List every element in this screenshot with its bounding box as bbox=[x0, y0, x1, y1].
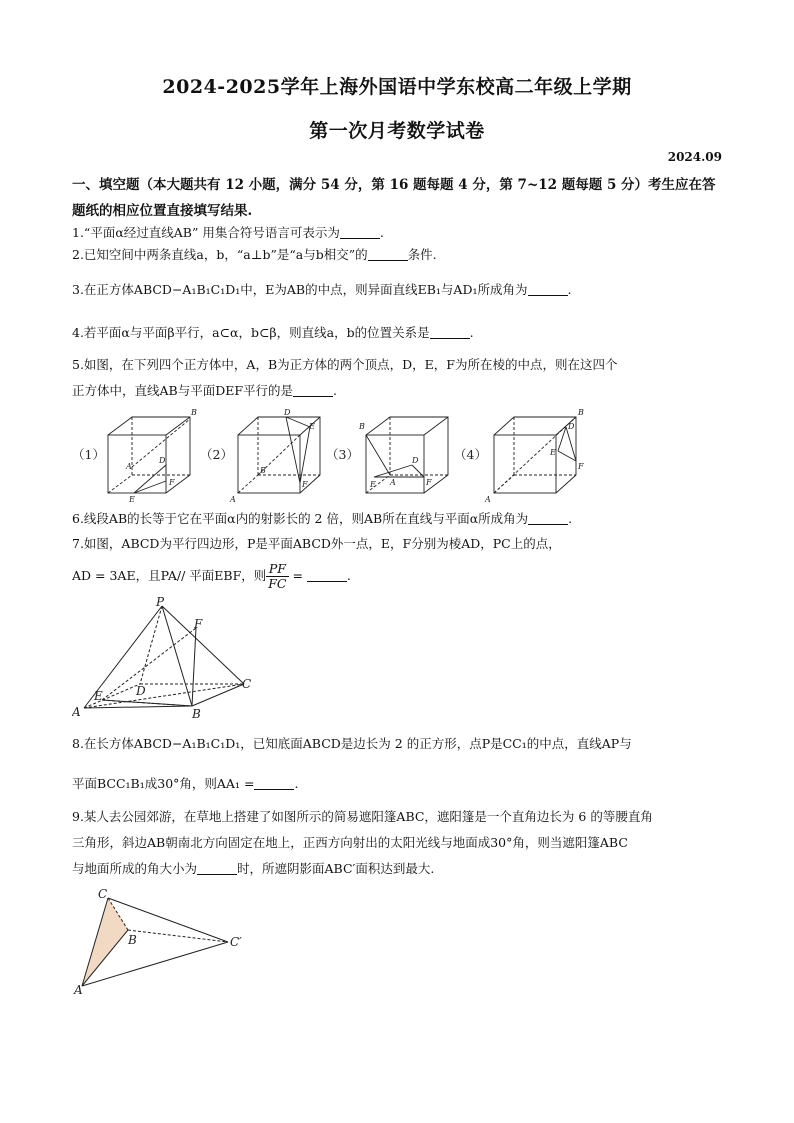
answer-blank bbox=[528, 510, 568, 525]
fraction-pf-fc bbox=[266, 562, 288, 591]
vertex-c-label: C bbox=[98, 887, 108, 901]
cube-1-vertex-d: D bbox=[159, 456, 166, 465]
cube-1 bbox=[108, 417, 190, 493]
cube-4-vertex-f: F bbox=[578, 462, 584, 471]
answer-blank bbox=[528, 281, 568, 296]
vertex-c-label: C bbox=[242, 677, 252, 691]
cube-3-label: （3） bbox=[326, 447, 359, 462]
question-2-tail: 条件. bbox=[407, 247, 437, 262]
vertex-c-prime-label: C′ bbox=[230, 935, 242, 949]
cube-2-vertex-f: F bbox=[302, 480, 308, 489]
answer-blank bbox=[197, 860, 237, 875]
question-5-text: 正方体中，直线AB与平面DEF平行的是 bbox=[72, 383, 294, 398]
cube-3-vertex-f: F bbox=[426, 478, 432, 487]
vertex-e-label: E bbox=[94, 689, 103, 703]
question-5-cubes-figure bbox=[72, 405, 592, 505]
sunshade-shaded-face bbox=[82, 898, 128, 986]
vertex-b-label: B bbox=[192, 707, 201, 721]
exam-title-line2: 第一次月考数学试卷 bbox=[309, 120, 485, 142]
cube-2-vertex-a: A bbox=[230, 495, 236, 504]
question-6: 6.线段AB的长等于它在平面α内的射影长的 2 倍，则AB所在直线与平面α所成角为 . bbox=[72, 511, 573, 526]
equals-sign: = bbox=[288, 568, 307, 583]
cube-2-vertex-d: D bbox=[284, 408, 291, 417]
cube-4-vertex-b: B bbox=[578, 408, 584, 417]
question-1-text: 1.“平面α经过直线AB” 用集合符号语言可表示为 bbox=[72, 225, 340, 240]
question-2 bbox=[72, 244, 732, 266]
question-2-text: 2.已知空间中两条直线a，b，“a⊥b”是“a与b相交”的 bbox=[72, 247, 368, 262]
cube-1-vertex-f: F bbox=[169, 478, 175, 487]
question-8-text: 平面BCC₁B₁成30°角，则AA₁ = bbox=[72, 776, 255, 791]
question-9-line3 bbox=[72, 858, 732, 880]
answer-blank bbox=[368, 246, 408, 261]
cube-3-vertex-a: A bbox=[390, 478, 396, 487]
vertex-a-label: A bbox=[74, 983, 83, 997]
question-7-text: AD = 3AE，且PA// 平面EBF，则 bbox=[72, 568, 267, 583]
cube-4-label: （4） bbox=[454, 447, 487, 462]
question-7-pyramid-figure bbox=[72, 596, 262, 724]
answer-blank bbox=[307, 567, 347, 582]
cube-3-vertex-b: B bbox=[359, 422, 365, 431]
answer-blank bbox=[340, 224, 380, 239]
cube-3-vertex-e: E bbox=[370, 480, 376, 489]
fraction-numerator: PF bbox=[266, 562, 288, 577]
question-6-text: 6.线段AB的长等于它在平面α内的射影长的 2 倍，则AB所在直线与平面α所成角为 bbox=[72, 511, 529, 526]
cube-2-vertex-b: B bbox=[260, 466, 266, 475]
vertex-a-label: A bbox=[72, 705, 81, 719]
vertex-d-label: D bbox=[136, 684, 146, 698]
question-4-text: 4.若平面α与平面β平行，a⊂α，b⊂β，则直线a，b的位置关系是 bbox=[72, 325, 430, 340]
cube-4-vertex-d: D bbox=[568, 422, 575, 431]
question-1: 1.“平面α经过直线AB” 用集合符号语言可表示为 . bbox=[72, 225, 384, 240]
cube-2-vertex-e: E bbox=[309, 422, 315, 431]
question-8-line2: 平面BCC₁B₁成30°角，则AA₁ = . bbox=[72, 776, 299, 791]
answer-blank bbox=[254, 775, 294, 790]
question-3-text: 3.在正方体ABCD−A₁B₁C₁D₁中，E为AB的中点，则异面直线EB₁与AD₁所成角为 bbox=[72, 282, 528, 297]
question-9-text: 与地面所成的角大小为 bbox=[72, 861, 198, 876]
vertex-p-label: P bbox=[156, 596, 165, 609]
cube-1-vertex-a: A bbox=[126, 462, 132, 471]
cube-2-label: （2） bbox=[200, 447, 233, 462]
cube-1-vertex-b: B bbox=[191, 408, 197, 417]
answer-blank bbox=[293, 382, 333, 397]
cube-1-vertex-e: E bbox=[129, 495, 135, 504]
vertex-b-label: B bbox=[128, 933, 137, 947]
cube-2 bbox=[238, 417, 320, 493]
question-8-line1: 8.在长方体ABCD−A₁B₁C₁D₁，已知底面ABCD是边长为 2 的正方形，点P是CC₁的中点，直线AP与 bbox=[72, 736, 632, 751]
cube-4-vertex-e: E bbox=[550, 448, 556, 457]
cube-3-vertex-d: D bbox=[412, 456, 419, 465]
cube-1-label: （1） bbox=[72, 447, 105, 462]
question-3: 3.在正方体ABCD−A₁B₁C₁D₁中，E为AB的中点，则异面直线EB₁与AD₁所成角为 . bbox=[72, 282, 572, 297]
cube-4-vertex-a: A bbox=[485, 495, 491, 504]
exam-date: 2024.09 bbox=[667, 150, 722, 164]
question-9-sunshade-figure bbox=[72, 886, 252, 998]
cube-3 bbox=[366, 417, 448, 493]
question-9-line2: 三角形，斜边AB朝南北方向固定在地上，正西方向射出的太阳光线与地面成30°角，则当遮阳篷ABC bbox=[72, 835, 628, 850]
fraction-denominator: FC bbox=[268, 576, 287, 591]
exam-title-line1: 2024-2025学年上海外国语中学东校高二年级上学期 bbox=[162, 76, 632, 98]
question-5-line2: 正方体中，直线AB与平面DEF平行的是 . bbox=[72, 383, 338, 398]
question-5-line1: 5.如图，在下列四个正方体中，A，B为正方体的两个顶点，D，E，F为所在棱的中点，则在这四个 bbox=[72, 357, 618, 372]
question-9-line1: 9.某人去公园郊游，在草地上搭建了如图所示的简易遮阳篷ABC，遮阳篷是一个直角边长为 6 的等腰直角 bbox=[72, 809, 653, 824]
vertex-f-label: F bbox=[194, 617, 203, 631]
section-heading: 一、填空题（本大题共有 12 小题，满分 54 分，第 16 题每题 4 分，第 7~12 题每题 5 分）考生应在答题纸的相应位置直接填写结果. bbox=[72, 177, 716, 219]
question-9-tail: 时，所遮阴影面ABC′面积达到最大. bbox=[237, 861, 435, 876]
question-7-line1: 7.如图，ABCD为平行四边形，P是平面ABCD外一点，E，F分别为棱AD，PC上的点， bbox=[72, 536, 561, 551]
answer-blank bbox=[430, 324, 470, 339]
question-7-line2: AD = 3AE，且PA// 平面EBF，则 $\frac{PF}{FC}$ = . bbox=[72, 561, 351, 591]
cube-4 bbox=[494, 417, 576, 493]
question-4: 4.若平面α与平面β平行，a⊂α，b⊂β，则直线a，b的位置关系是 . bbox=[72, 325, 474, 340]
